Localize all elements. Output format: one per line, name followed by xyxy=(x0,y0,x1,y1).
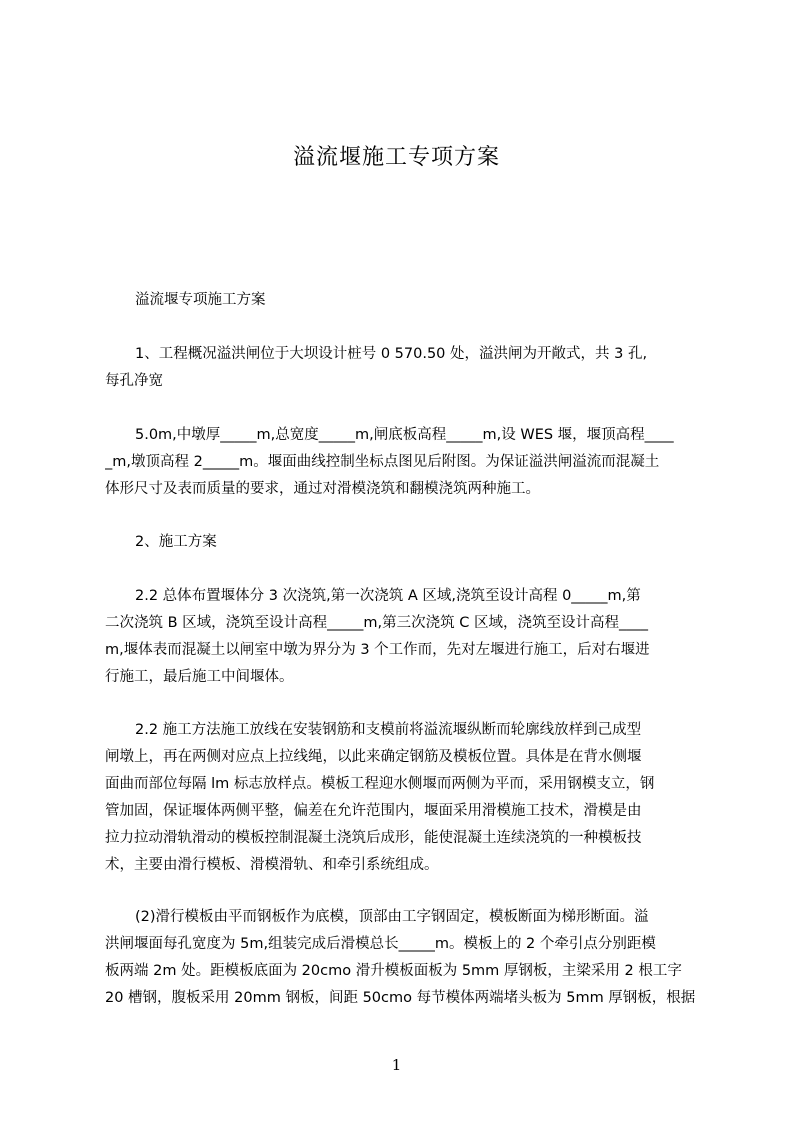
paragraph-line: _m,墩顶高程 2_____m。堰面曲线控制坐标点图见后附图。为保证溢洪闸溢流而混凝土 xyxy=(105,454,660,470)
paragraph xyxy=(105,422,697,503)
paragraph xyxy=(105,717,697,879)
paragraph-line: 2、施工方案 xyxy=(135,534,217,550)
page-number: 1 xyxy=(391,1056,402,1074)
paragraph-line: m,堰体表而混凝土以闸室中墩为界分为 3 个工作而，先对左堰进行施工，后对右堰进 xyxy=(105,642,650,658)
paragraph xyxy=(105,529,697,556)
paragraph-line: 洪闸堰面每孔宽度为 5m,组装完成后滑模总长_____m。模板上的 2 个牵引点分别距模 xyxy=(105,936,656,952)
paragraph-line: 5.0m,中墩厚_____m,总宽度_____m,闸底板高程_____m,设 WES 堰，堰顶高程____ xyxy=(135,427,674,443)
paragraph xyxy=(105,287,697,314)
paragraph-line: 管加固，保证堰体两侧平整，偏差在允许范围内，堰面采用滑模施工技术，滑模是由 xyxy=(105,803,642,819)
paragraph-line: 板两端 2m 处。距模板底面为 20cmo 滑升模板面板为 5mm 厚钢板，主梁采用 2 根工字 xyxy=(105,963,682,979)
paragraph-line: 二次浇筑 B 区域，浇筑至设计高程_____m,第三次浇筑 C 区域，浇筑至设计高程____ xyxy=(105,615,648,631)
paragraph-line: 2.2 施工方法施工放线在安装钢筋和支模前将溢流堰纵断而轮廓线放样到己成型 xyxy=(135,722,642,738)
paragraph xyxy=(105,904,697,1012)
paragraph-line: 闸墩上，再在两侧对应点上拉线绳，以此来确定钢筋及模板位置。具体是在背水侧堰 xyxy=(105,749,642,765)
paragraph-line: 面曲而部位每隔 lm 标志放样点。模板工程迎水侧堰而两侧为平而，采用钢模支立，钢 xyxy=(105,776,655,792)
paragraph-line: 溢流堰专项施工方案 xyxy=(135,292,266,308)
paragraph-line: 20 槽钢，腹板采用 20mm 钢板，间距 50cmo 每节模体两端堵头板为 5mm 厚钢板，根据 xyxy=(105,990,696,1006)
paragraph xyxy=(105,583,697,691)
paragraph xyxy=(105,341,697,395)
paragraph-line: 拉力拉动滑轨滑动的模板控制混凝土浇筑后成形，能使混凝土连续浇筑的一种模板技 xyxy=(105,830,642,846)
paragraph-line: 行施工，最后施工中间堰体。 xyxy=(105,669,294,685)
paragraph-line: 2.2 总体布置堰体分 3 次浇筑,第一次浇筑 A 区域,浇筑至设计高程 0_____m,第 xyxy=(135,588,641,604)
paragraph-line: 体形尺寸及表而质量的要求，通过对滑模浇筑和翻模浇筑两种施工。 xyxy=(105,481,540,497)
document-title: 溢流堰施工专项方案 xyxy=(292,145,500,170)
paragraph-line: 每孔净宽 xyxy=(105,373,163,389)
paragraph-line: (2)滑行模板由平而钢板作为底模，顶部由工字钢固定，模板断面为梯形断面。溢 xyxy=(135,909,649,925)
paragraph-line: 术，主要由滑行模板、滑模滑轨、和牵引系统组成。 xyxy=(105,857,439,873)
paragraph-line: 1、工程概况溢洪闸位于大坝设计桩号 0 570.50 处，溢洪闸为开敞式，共 3 孔, xyxy=(135,346,648,362)
